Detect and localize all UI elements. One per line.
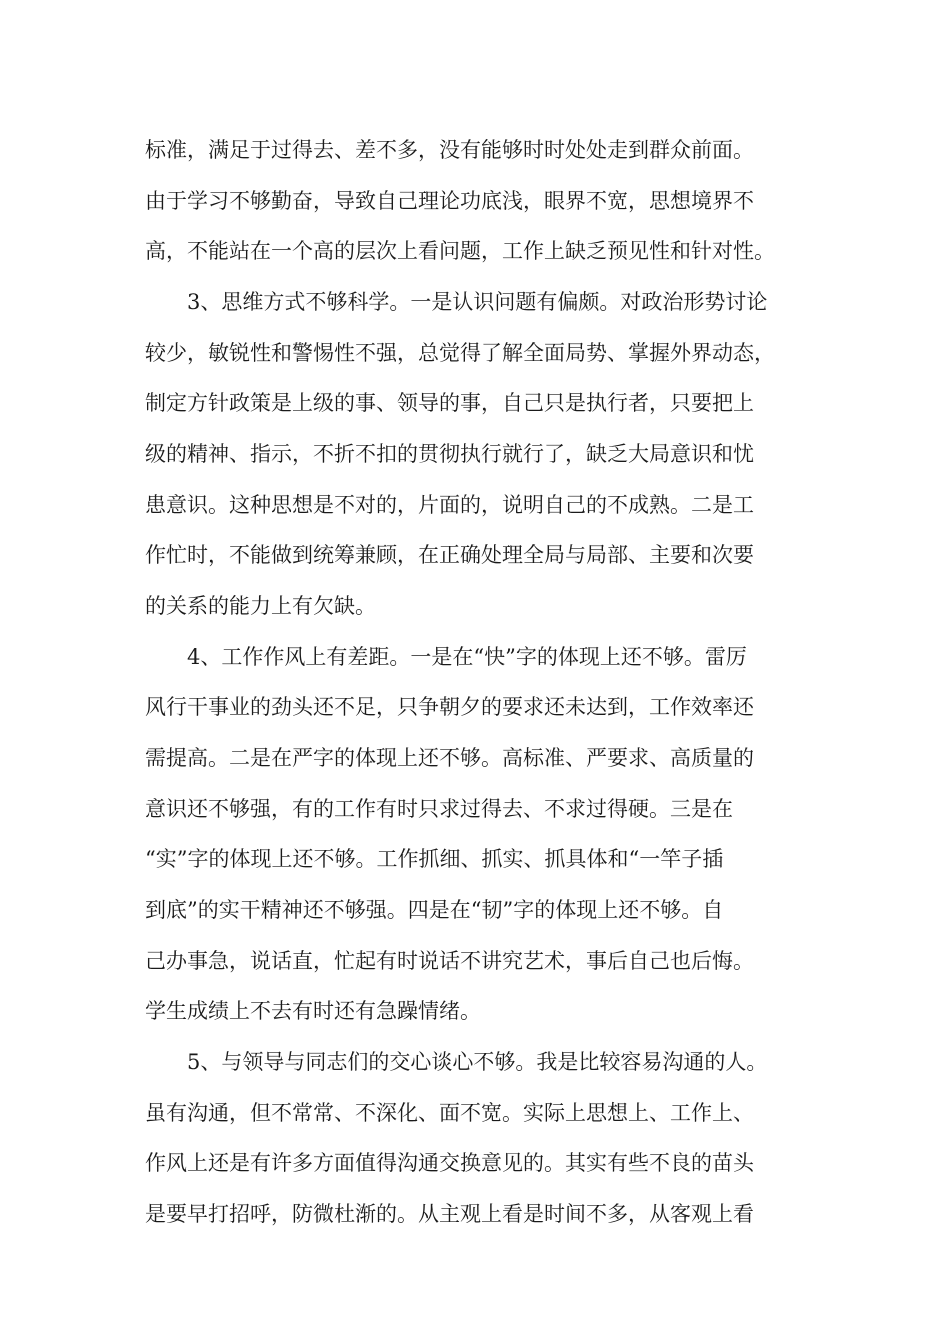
text-line: 意识还不够强，有的工作有时只求过得去、不求过得硬。三是在 xyxy=(145,797,733,821)
text-line: 是要早打招呼，防微杜渐的。从主观上看是时间不多，从客观上看 xyxy=(145,1202,754,1226)
text-line: 作忙时，不能做到统筹兼顾，在正确处理全局与局部、主要和次要 xyxy=(145,543,754,567)
text-line: 标准，满足于过得去、差不多，没有能够时时处处走到群众前面。 xyxy=(145,138,754,162)
paragraph-start-line: 3、思维方式不够科学。一是认识问题有偏颇。对政治形势讨论 xyxy=(187,290,768,314)
text-line: 虽有沟通，但不常常、不深化、面不宽。实际上思想上、工作上、 xyxy=(145,1101,754,1125)
text-line: 制定方针政策是上级的事、领导的事，自己只是执行者，只要把上 xyxy=(145,391,754,415)
paragraph-start-line: 5、与领导与同志们的交心谈心不够。我是比较容易沟通的人。 xyxy=(187,1050,768,1074)
text-line: “实”字的体现上还不够。工作抓细、抓实、抓具体和“一竿子插 xyxy=(145,847,724,871)
text-line: 级的精神、指示，不折不扣的贯彻执行就行了，缺乏大局意识和忧 xyxy=(145,442,754,466)
text-line: 风行干事业的劲头还不足，只争朝夕的要求还未达到，工作效率还 xyxy=(145,695,754,719)
text-line: 高，不能站在一个高的层次上看问题，工作上缺乏预见性和针对性。 xyxy=(145,239,775,263)
text-line: 由于学习不够勤奋，导致自己理论功底浅，眼界不宽，思想境界不 xyxy=(145,189,754,213)
text-line: 学生成绩上不去有时还有急躁情绪。 xyxy=(145,999,481,1023)
paragraph-start-line: 4、工作作风上有差距。一是在“快”字的体现上还不够。雷厉 xyxy=(187,645,747,669)
text-line: 作风上还是有许多方面值得沟通交换意见的。其实有些不良的苗头 xyxy=(145,1151,754,1175)
text-line: 的关系的能力上有欠缺。 xyxy=(145,594,376,618)
text-line: 己办事急，说话直，忙起有时说话不讲究艺术，事后自己也后悔。 xyxy=(145,949,754,973)
text-line: 需提高。二是在严字的体现上还不够。高标准、严要求、高质量的 xyxy=(145,746,754,770)
text-line: 到底”的实干精神还不够强。四是在“韧”字的体现上还不够。自 xyxy=(145,898,724,922)
text-line: 患意识。这种思想是不对的，片面的，说明自己的不成熟。二是工 xyxy=(145,493,754,517)
text-line: 较少，敏锐性和警惕性不强，总觉得了解全面局势、掌握外界动态， xyxy=(145,341,775,365)
